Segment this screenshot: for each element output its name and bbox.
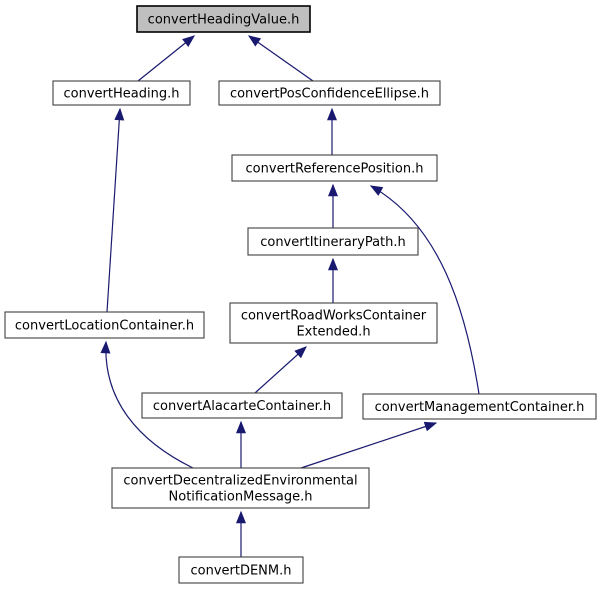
node-convertDecentralizedEnvironmentalNotificationMessage[interactable] xyxy=(112,468,369,508)
node-label-convertReferencePosition: convertReferencePosition.h xyxy=(245,161,424,177)
node-convertDENM[interactable] xyxy=(179,557,303,583)
node-label-convertAlacarteContainer: convertAlacarteContainer.h xyxy=(152,399,332,414)
node-convertAlacarteContainer[interactable] xyxy=(142,393,342,418)
node-label-convertManagementContainer: convertManagementContainer.h xyxy=(374,400,585,415)
node-label-convertRoadWorksContainerExtended-line1: convertRoadWorksContainer xyxy=(240,308,427,324)
node-label-convertDecentralizedEnvironmentalNotificationMessage-line1: convertDecentralizedEnvironmental xyxy=(123,473,358,489)
node-convertHeadingValue xyxy=(137,6,310,32)
edge-convertHeading-to-convertHeadingValue xyxy=(138,36,194,81)
node-label-convertRoadWorksContainerExtended-line2: Extended.h xyxy=(296,324,371,340)
node-label-convertHeadingValue: convertHeadingValue.h xyxy=(147,12,300,28)
edge-convertLocationContainer-to-convertHeading xyxy=(107,109,120,312)
node-label-convertHeading: convertHeading.h xyxy=(63,86,180,102)
edge-convertDecentralizedEnvironmentalNotificationMessage-to-convertManagementContainer xyxy=(301,423,436,468)
edge-convertAlacarteContainer-to-convertRoadWorksContainerExtended xyxy=(255,347,306,393)
node-label-convertDecentralizedEnvironmentalNotificationMessage-line2: NotificationMessage.h xyxy=(168,489,313,505)
edge-convertPosConfidenceEllipse-to-convertHeadingValue xyxy=(249,36,313,81)
node-convertRoadWorksContainerExtended[interactable] xyxy=(230,303,437,343)
node-label-convertLocationContainer: convertLocationContainer.h xyxy=(14,318,195,334)
node-convertPosConfidenceEllipse[interactable] xyxy=(219,81,440,105)
node-convertReferencePosition[interactable] xyxy=(232,155,437,181)
node-label-convertDENM: convertDENM.h xyxy=(190,563,292,579)
node-convertLocationContainer[interactable] xyxy=(5,312,204,338)
node-convertHeading[interactable] xyxy=(53,81,190,105)
edge-convertManagementContainer-to-convertReferencePosition xyxy=(371,186,479,394)
node-convertManagementContainer[interactable] xyxy=(363,394,596,419)
node-convertItineraryPath[interactable] xyxy=(248,228,418,255)
node-label-convertItineraryPath: convertItineraryPath.h xyxy=(260,235,406,250)
node-label-convertPosConfidenceEllipse: convertPosConfidenceEllipse.h xyxy=(229,86,430,102)
